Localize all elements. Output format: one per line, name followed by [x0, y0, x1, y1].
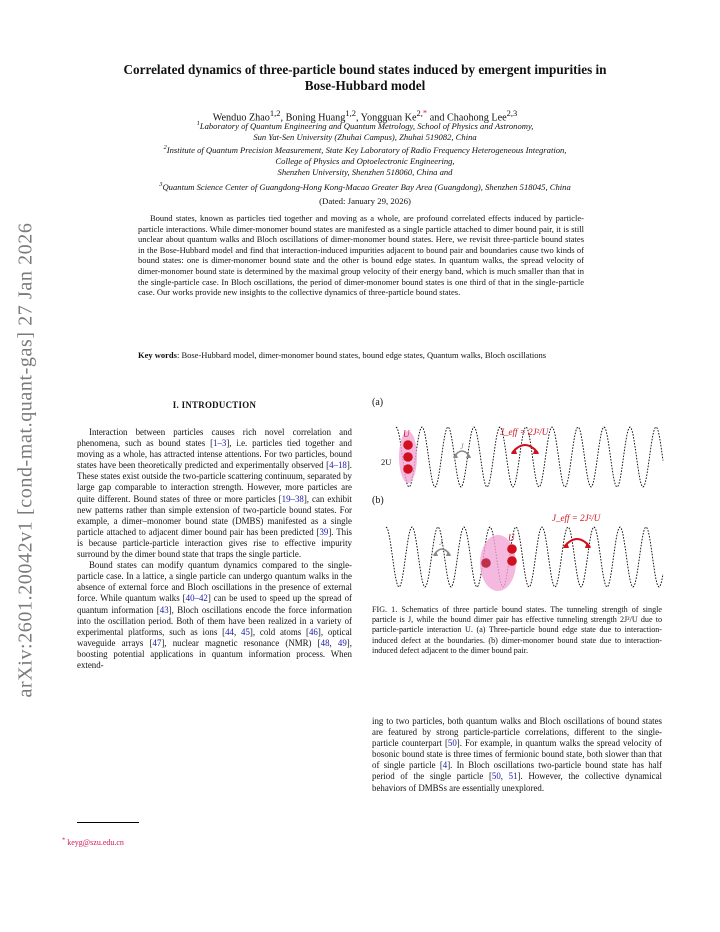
intro-left-column [77, 427, 352, 671]
title-line-1: Correlated dynamics of three-particle bound states induced by emergent impurities in [123, 62, 607, 77]
figure-panel-a [380, 405, 665, 495]
particle [507, 556, 517, 566]
panel-b-label: (b) [372, 495, 384, 506]
footnote-rule [77, 822, 139, 823]
dated: (Dated: January 29, 2026) [319, 196, 411, 206]
j-label-b: J [439, 538, 443, 547]
keywords-text: : Bose-Hubbard model, dimer-monomer bound states, bound edge states, Quantum walks, Bloch oscillations [176, 350, 547, 360]
figure-caption: FIG. 1. Schematics of three particle bound states. The tunneling strength of single particle is J, while the bound dimer pair has effective tunneling strength 2J²/U due to particle-particle interaction U. (a) Three-particle bound edge state due to interaction-induced defect at the boundaries. (b) dimer-monomer bound state due to interaction-induced defect adjacent to the dimer bound pair. [372, 605, 662, 655]
intro-paragraph-3: ing to two particles, both quantum walks and Bloch oscillations of bound states are featured by strong particle-particle correlations, different to the single-particle counterpart [50]. For example, in quantum walks the spread velocity of bosonic bound state is three times of fermionic bound state, both slower than that of single particle [4]. In Bloch oscillations two-particle bound state has half period of the single particle [50, 51]. However, the collective dynamical behaviors of DMBSs are essentially unexplored. [372, 716, 663, 793]
keywords [138, 350, 584, 361]
u-label-b: U [508, 533, 515, 543]
affiliation-2-cont: College of Physics and Optoelectronic Engineering, [275, 156, 455, 166]
keywords-label: Key words [138, 350, 177, 360]
jeff-label-b: J_eff = 2J²/U [552, 513, 601, 523]
particle [403, 464, 413, 474]
intro-right-column [372, 716, 662, 794]
particle [507, 544, 517, 554]
particle [403, 440, 413, 450]
figure-panel-b [380, 505, 665, 595]
footnote [62, 838, 124, 847]
monomer-particle [481, 558, 491, 568]
u-label-a: U [403, 429, 410, 439]
particle [403, 452, 413, 462]
paper-title [60, 62, 670, 94]
lattice-potential-b [386, 527, 663, 587]
two-u-label: 2U [381, 457, 392, 467]
intro-paragraph-2: Bound states can modify quantum dynamics compared to the single-particle case. In a lattice, a single particle can undergo quantum walks in the absence of external force and Bloch oscillations in the presence of external force. While quantum walks [40–42] can be used to speed up the spread of quantum information [43], Bloch oscillations encode the force information into the oscillation period. Both of them have been realized in a variety of experimental platforms, such as ions [44, 45], cold atoms [46], optical waveguide arrays [47], nuclear magnetic resonance (NMR) [48, 49], boosting potential applications in quantum information process. When extend- [77, 560, 353, 670]
title-line-2: Bose-Hubbard model [304, 78, 426, 93]
j-label-a: J [460, 442, 464, 451]
affiliation-1-cont: Sun Yat-Sen University (Zhuhai Campus), Zhuhai 519082, China [253, 132, 477, 142]
panel-a-label: (a) [372, 397, 384, 408]
arxiv-sidebar-id: arXiv:2601.20042v1 [cond-mat.quant-gas] 27 Jan 2026 [14, 222, 37, 698]
jeff-label-a: J_eff = 2J²/U [500, 427, 549, 437]
authors: Wenduo Zhao$^{1,2}$, Boning Huang$^{1,2}$, Yongguan $Ke^{2,*}$ and Chaohong Lee$^{2,3}$ [212, 108, 518, 124]
affiliation-1: $^1$Laboratory of Quantum Engineering and Quantum Metrology, School of Physics and Astronomy, [196, 120, 534, 131]
abstract: Bound states, known as particles tied together and moving as a whole, are profound correlated effects induced by particle-particle interactions. While dimer-monomer bound states are manifested as a single particle attached to dimer bound pair, it is still unclear about quantum walks and Bloch oscillations of dimer-monomer bound states. Here, we revisit three-particle bound states in the Bose-Hubbard model and find that interaction-induced impurities adjacent to bound pair and boundaries cause two kinds of bound states: one is dimer-monomer bound state and the other is bound edge states. In quantum walks, the spread velocity of dimer-monomer bound state is determined by the maximal group velocity of their energy band, which is much smaller than that in the single-particle case. In Bloch oscillations, the period of dimer-monomer bound states is one third of that in the single-particle case. Our works provide new insights to the collective dynamics of three-particle bound states. [138, 213, 584, 298]
footnote-email-link[interactable]: keyg@szu.edu.cn [67, 838, 124, 847]
affiliation-3: $^3$Quantum Science Center of Guangdong-Hong Kong-Macao Greater Bay Area (Guangdong), Shenzhen 518045, China [159, 181, 571, 192]
affiliation-2-cont2: Shenzhen University, Shenzhen 518060, China and [277, 167, 453, 177]
footnote-marker: * [62, 836, 66, 844]
section-heading: I. INTRODUCTION [172, 400, 257, 410]
intro-paragraph-1: Interaction between particles causes rich novel correlation and phenomena, such as bound states [1–3], i.e. particles tied together and moving as a whole, has attracted intense attentions. For two particles, bound states have been theoretically predicted and experimentally observed [4–18]. These states exist outside the two-particle scattering continuum, separated by large gap comparable to interaction strength. However, more particles are quite different. Bound states of three or more particles [19–38], can exhibit new patterns rather than simple extension of two-particle bound states. For example, a dimer–monomer bound state (DMBS) manifested as a single particle attached to adjacent dimer bound pair has been predicted [39]. This is because particle-particle interaction gives rise to effective impurity surround by the dimer bound state that traps the single particle. [77, 427, 352, 560]
affiliation-2: $^2$Institute of Quantum Precision Measurement, State Key Laboratory of Radio Frequency Heterogeneous Integration, [163, 144, 567, 155]
